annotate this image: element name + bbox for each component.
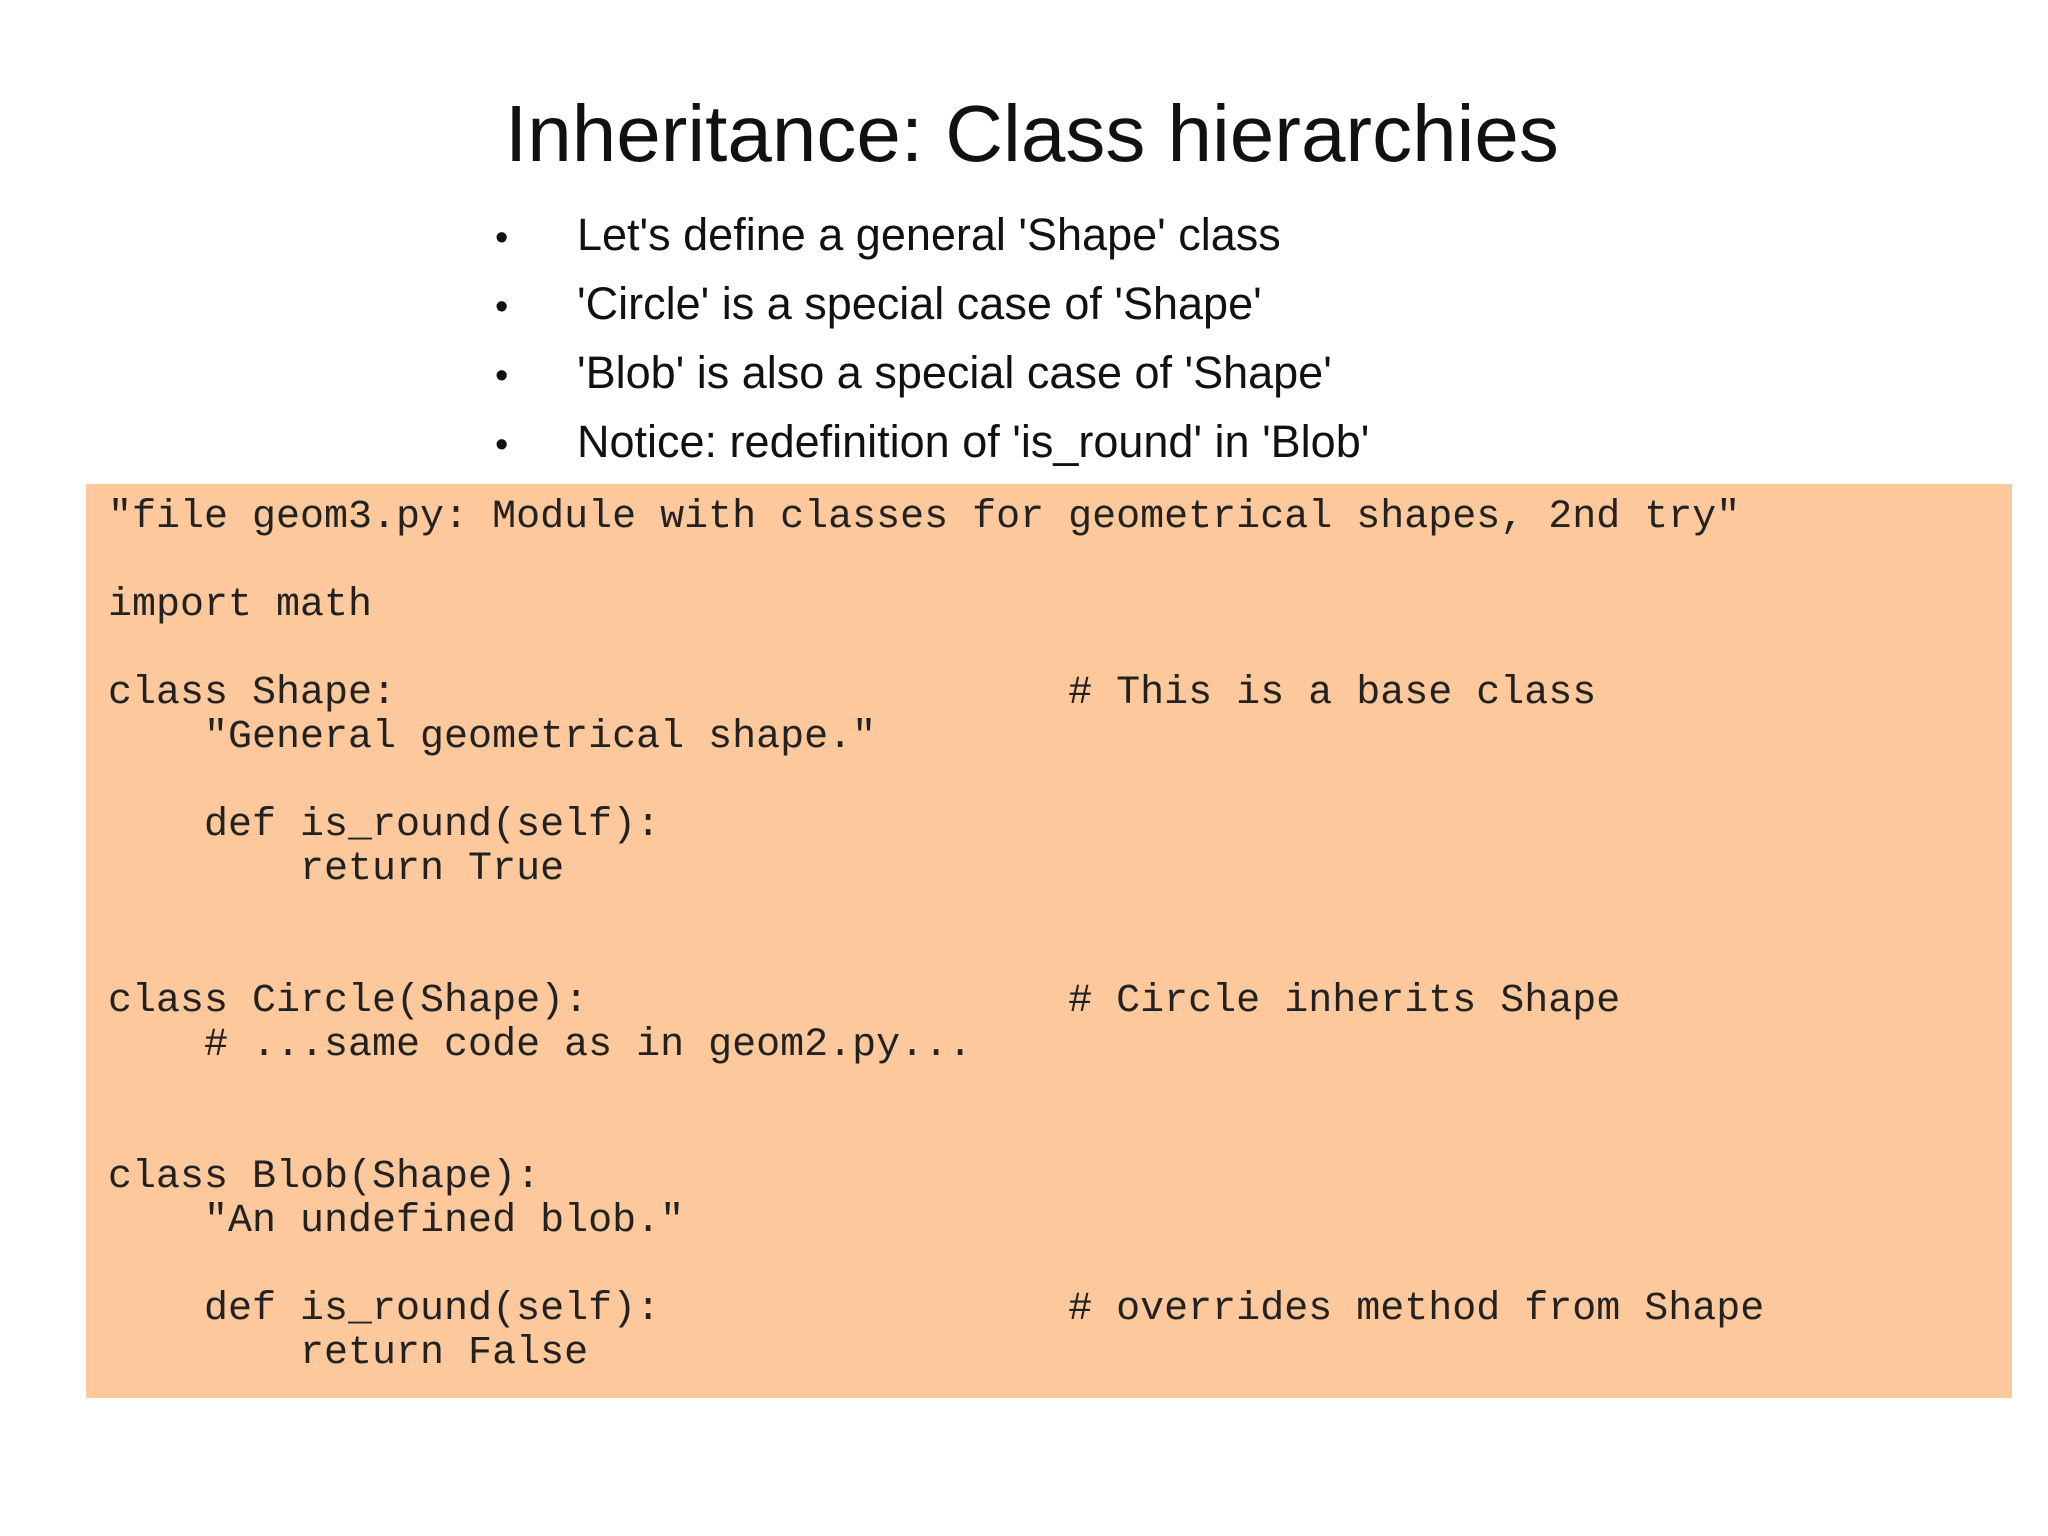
code-line: def is_round(self): (108, 803, 661, 848)
code-line: class Shape: # This is a base class (108, 671, 1597, 716)
code-line (108, 1112, 2012, 1156)
code-line (108, 760, 2012, 804)
bullet-marker: • (495, 424, 509, 466)
code-line (108, 892, 2012, 936)
bullet-item (495, 269, 1369, 338)
code-line: "file geom3.py: Module with classes for geometrical shapes, 2nd try" (108, 495, 1741, 540)
bullet-text: 'Circle' is a special case of 'Shape' (577, 278, 1262, 329)
code-line: "General geometrical shape." (108, 715, 877, 760)
bullet-text: Notice: redefinition of 'is_round' in 'Blob' (577, 416, 1370, 467)
bullet-text: 'Blob' is also a special case of 'Shape' (577, 347, 1332, 398)
code-line (108, 1244, 2012, 1288)
code-line: "An undefined blob." (108, 1199, 685, 1244)
code-line: class Blob(Shape): (108, 1155, 541, 1200)
code-line (108, 936, 2012, 980)
bullet-marker: • (495, 286, 509, 328)
code-line: def is_round(self): # overrides method from Shape (108, 1287, 1765, 1332)
code-line (108, 540, 2012, 584)
code-line (108, 628, 2012, 672)
bullet-marker: • (495, 355, 509, 397)
code-block (86, 484, 2012, 1398)
code-line: return True (108, 847, 565, 892)
bullet-item (495, 338, 1369, 407)
code-line: return False (108, 1331, 589, 1376)
code-line: class Circle(Shape): # Circle inherits Shape (108, 979, 1621, 1024)
slide-title: Inheritance: Class hierarchies (505, 89, 1559, 178)
bullet-text: Let's define a general 'Shape' class (577, 209, 1281, 260)
bullet-marker: • (495, 217, 509, 259)
code-line: # ...same code as in geom2.py... (108, 1023, 973, 1068)
bullet-item (495, 407, 1369, 476)
bullet-list (495, 200, 1369, 476)
code-line: import math (108, 583, 373, 628)
code-line (108, 1068, 2012, 1112)
bullet-item (495, 200, 1369, 269)
